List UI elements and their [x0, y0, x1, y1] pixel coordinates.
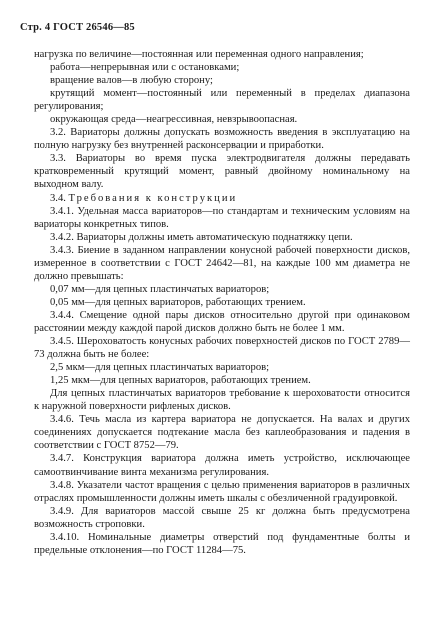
paragraph: 1,25 мкм—для цепных вариаторов, работающих трением.: [50, 375, 311, 387]
section-heading: [34, 192, 410, 205]
paragraph: 3.4.3. Биение в заданном направлении конусной рабочей поверхности дисков, измеренное в соответствии с ГОСТ 24642—81, на каждые 100 мм диаметра не должно превышать:: [34, 244, 410, 282]
paragraph: работа—непрерывная или с остановками;: [50, 62, 240, 74]
paragraph: окружающая среда—неагрессивная, невзрывоопасная.: [50, 114, 298, 126]
page-header: Стр. 4 ГОСТ 26546—85: [20, 22, 135, 33]
paragraph: 3.4.5. Шероховатость конусных рабочих поверхностей дисков по ГОСТ 2789—73 должна быть не более:: [34, 336, 410, 361]
paragraph: 3.4.10. Номинальные диаметры отверстий под фундаментные болты и предельные отклонения—по ГОСТ 11284—75.: [34, 531, 410, 556]
paragraph: вращение валов—в любую сторону;: [50, 75, 213, 87]
paragraph: крутящий момент—постоянный или переменный в пределах диапазона регулирования;: [34, 88, 410, 113]
paragraph: 3.4.8. Указатели частот вращения с целью применения вариаторов в различных отраслях промышленности должны иметь шкалы с обезличенной градуировкой.: [34, 479, 410, 504]
paragraph: 3.2. Вариаторы должны допускать возможность введения в эксплуатацию на полную нагрузку без внутренней расконсервации и приработки.: [34, 127, 410, 152]
paragraph: 0,05 мм—для цепных вариаторов, работающих трением.: [50, 296, 306, 308]
paragraph: 3.4.4. Смещение одной пары дисков относительно другой при одинаковом расстоянии между каждой парой дисков должно быть не более 1 мм.: [34, 309, 410, 334]
paragraph: нагрузка по величине—постоянная или переменная одного направления;: [34, 49, 364, 60]
paragraph: 3.4.1. Удельная масса вариаторов—по стандартам и техническим условиям на вариаторы конкретных типов.: [34, 205, 410, 230]
document-body: [34, 48, 410, 557]
paragraph: Для цепных пластинчатых вариаторов требование к шероховатости относится к наружной поверхности рифленых дисков.: [34, 388, 410, 413]
paragraph: 3.4.2. Вариаторы должны иметь автоматическую поднатяжку цепи.: [50, 231, 353, 243]
paragraph: 3.3. Вариаторы во время пуска электродвигателя должны передавать кратковременный крутящий момент, равный двойному номинальному на выходном валу.: [34, 153, 410, 191]
paragraph: 3.4.7. Конструкция вариатора должна иметь устройство, исключающее самоотвинчивание винта механизма регулирования.: [34, 453, 410, 478]
paragraph: 2,5 мкм—для цепных пластинчатых вариаторов;: [50, 362, 270, 374]
section-heading-text: 3.4. Требования к конструкции: [50, 192, 238, 204]
paragraph: 3.4.9. Для вариаторов массой свыше 25 кг должна быть предусмотрена возможность строповки.: [34, 505, 410, 530]
paragraph: 3.4.6. Течь масла из картера вариатора не допускается. На валах и других соединениях допускается подтекание масла без каплеобразования и падения в соответствии с ГОСТ 8752—79.: [34, 414, 410, 452]
paragraph: 0,07 мм—для цепных пластинчатых вариаторов;: [50, 283, 270, 295]
